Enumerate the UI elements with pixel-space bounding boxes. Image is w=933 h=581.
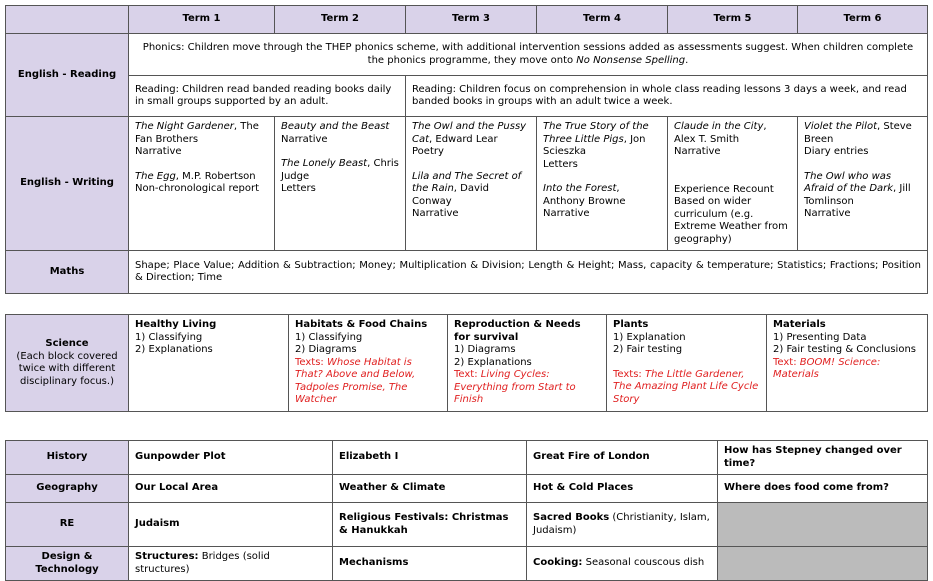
history-cell: Great Fire of London (527, 441, 718, 475)
maths-cell: Shape; Place Value; Addition & Subtraction; Money; Multiplication & Division; Length & Height; Mass, capacity & temperature; Statistics; Fractions; Position & Direction; Time (129, 251, 928, 294)
term-header: Term 3 (406, 6, 537, 34)
term-header: Term 4 (537, 6, 668, 34)
term-header: Term 5 (668, 6, 798, 34)
row-label-science: Science (Each block covered twice with different disciplinary focus.) (6, 315, 129, 412)
row-label-maths: Maths (6, 251, 129, 294)
geography-cell: Hot & Cold Places (527, 475, 718, 503)
science-block: Reproduction & Needs for survival 1) Diagrams 2) Explanations Text: Living Cycles: Everything from Start to Finish (448, 315, 607, 412)
row-label-history: History (6, 441, 129, 475)
geography-cell: Weather & Climate (333, 475, 527, 503)
foundation-subjects-table (5, 440, 928, 581)
science-block: Habitats & Food Chains 1) Classifying 2) Diagrams Texts: Whose Habitat is That? Above and Below, Tadpoles Promise, The Watcher (289, 315, 448, 412)
science-block: Materials 1) Presenting Data 2) Fair testing & Conclusions Text: BOOM! Science: Materials (767, 315, 928, 412)
english-maths-table (5, 5, 928, 294)
empty-cell (718, 503, 928, 547)
geography-cell: Where does food come from? (718, 475, 928, 503)
history-cell: Elizabeth I (333, 441, 527, 475)
dt-cell: Mechanisms (333, 547, 527, 581)
reading-terms-1-2: Reading: Children read banded reading books daily in small groups supported by an adult. (129, 76, 406, 117)
dt-cell: Cooking: Seasonal couscous dish (527, 547, 718, 581)
science-block: Healthy Living 1) Classifying 2) Explanations (129, 315, 289, 412)
row-label-writing: English - Writing (6, 117, 129, 251)
term-header: Term 1 (129, 6, 275, 34)
row-label-reading: English - Reading (6, 34, 129, 117)
writing-term-1: The Night Gardener, The Fan Brothers Narrative The Egg, M.P. Robertson Non-chronological report (129, 117, 275, 251)
science-block: Plants 1) Explanation 2) Fair testing Texts: The Little Gardener, The Amazing Plant Life Cycle Story (607, 315, 767, 412)
row-label-dt: Design & Technology (6, 547, 129, 581)
writing-term-2: Beauty and the Beast Narrative The Lonely Beast, Chris Judge Letters (275, 117, 406, 251)
row-label-geography: Geography (6, 475, 129, 503)
science-table (5, 314, 928, 412)
writing-term-6: Violet the Pilot, Steve Breen Diary entries The Owl who was Afraid of the Dark, Jill Tomlinson Narrative (798, 117, 928, 251)
row-label-re: RE (6, 503, 129, 547)
writing-term-5: Claude in the City, Alex T. Smith Narrative Experience Recount Based on wider curriculum (e.g. Extreme Weather from geography) (668, 117, 798, 251)
history-cell: Gunpowder Plot (129, 441, 333, 475)
re-cell: Sacred Books (Christianity, Islam, Judaism) (527, 503, 718, 547)
corner-cell (6, 6, 129, 34)
dt-cell: Structures: Bridges (solid structures) (129, 547, 333, 581)
empty-cell (718, 547, 928, 581)
geography-cell: Our Local Area (129, 475, 333, 503)
re-cell: Religious Festivals: Christmas & Hanukkah (333, 503, 527, 547)
term-header: Term 6 (798, 6, 928, 34)
history-cell: How has Stepney changed over time? (718, 441, 928, 475)
term-header: Term 2 (275, 6, 406, 34)
reading-terms-3-6: Reading: Children focus on comprehension in whole class reading lessons 3 days a week, and read banded books in groups with an adult twice a week. (406, 76, 928, 117)
phonics-cell: Phonics: Children move through the THEP phonics scheme, with additional intervention sessions added as assessments suggest. When children complete the phonics programme, they move onto No Nonsense Spelling. (129, 34, 928, 76)
writing-term-3: The Owl and the Pussy Cat, Edward Lear Poetry Lila and The Secret of the Rain, David Conway Narrative (406, 117, 537, 251)
writing-term-4: The True Story of the Three Little Pigs, Jon Scieszka Letters Into the Forest, Anthony Browne Narrative (537, 117, 668, 251)
re-cell: Judaism (129, 503, 333, 547)
